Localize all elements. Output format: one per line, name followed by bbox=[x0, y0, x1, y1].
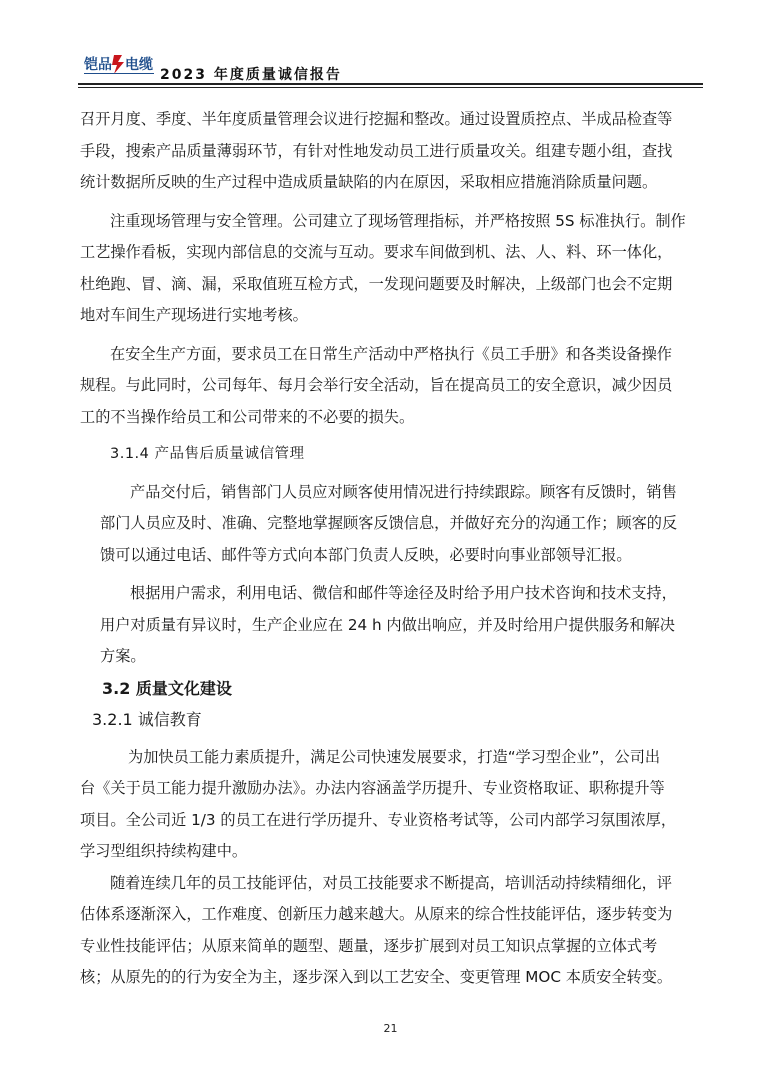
header-title: 2023 年度质量诚信报告 bbox=[160, 67, 342, 83]
section-heading-3-1-4: 3.1.4 产品售后质量诚信管理 bbox=[110, 446, 305, 462]
page-number: 21 bbox=[383, 1022, 398, 1035]
company-logo bbox=[84, 52, 164, 78]
text-line: 手段，搜索产品质量薄弱环节，有针对性地发动员工进行质量攻关。组建专题小组，查找 bbox=[80, 141, 673, 160]
text-line: 台《关于员工能力提升激励办法》。办法内容涵盖学历提升、专业资格取证、职称提升等 bbox=[80, 779, 665, 797]
paragraph-user-support bbox=[80, 578, 706, 673]
text-line: 注重现场管理与安全管理。公司建立了现场管理指标，并严格按照 5S 标准执行。制作 bbox=[110, 211, 686, 230]
paragraph-learning-organization bbox=[80, 742, 706, 868]
text-line: 地对车间生产现场进行实地考核。 bbox=[80, 306, 308, 324]
text-line: 核；从原先的的行为安全为主，逐步深入到以工艺安全、变更管理 MOC 本质安全转变。 bbox=[80, 968, 673, 986]
header-rule-thin bbox=[78, 87, 703, 88]
section-heading-3-2: 3.2 质量文化建设 bbox=[102, 678, 232, 698]
text-line: 工艺操作看板，实现内部信息的交流与互动。要求车间做到机、法、人、料、环一体化， bbox=[80, 243, 673, 261]
company-logo-graphic bbox=[84, 52, 164, 78]
svg-text:铠品: 铠品 bbox=[84, 57, 112, 73]
text-line: 项目。全公司近 1/3 的员工在进行学历提升、专业资格考试等，公司内部学习氛围浓厚， bbox=[80, 810, 677, 829]
text-line: 专业性技能评估；从原来简单的题型、题量，逐步扩展到对员工知识点掌握的立体式考 bbox=[80, 936, 658, 955]
text-line: 为加快员工能力素质提升，满足公司快速发展要求，打造“学习型企业”，公司出 bbox=[128, 747, 661, 766]
text-line: 产品交付后，销售部门人员应对顾客使用情况进行持续跟踪。顾客有反馈时，销售 bbox=[130, 482, 677, 501]
text-line: 馈可以通过电话、邮件等方式向本部门负责人反映，必要时向事业部领导汇报。 bbox=[100, 545, 632, 564]
text-line: 在安全生产方面，要求员工在日常生产活动中严格执行《员工手册》和各类设备操作 bbox=[110, 344, 672, 363]
paragraph-skill-assessment bbox=[80, 868, 706, 994]
text-line: 规程。与此同时，公司每年、每月会举行安全活动，旨在提高员工的安全意识，减少因员 bbox=[80, 376, 673, 394]
text-line: 杜绝跑、冒、滴、漏，采取值班互检方式，一发现问题要及时解决，上级部门也会不定期 bbox=[80, 274, 673, 293]
document-body bbox=[80, 104, 706, 994]
text-line: 用户对质量有异议时，生产企业应在 24 h 内做出响应，并及时给用户提供服务和解决 bbox=[100, 615, 675, 634]
text-line: 估体系逐渐深入，工作难度、创新压力越来越大。从原来的综合性技能评估，逐步转变为 bbox=[80, 905, 673, 923]
paragraph-site-management bbox=[80, 206, 706, 332]
text-line: 部门人员应及时、准确、完整地掌握顾客反馈信息，并做好充分的沟通工作；顾客的反 bbox=[100, 514, 678, 532]
section-heading-3-2-1: 3.2.1 诚信教育 bbox=[92, 710, 202, 729]
text-line: 统计数据所反映的生产过程中造成质量缺陷的内在原因，采取相应措施消除质量问题。 bbox=[80, 173, 658, 191]
paragraph-safety-production bbox=[80, 339, 706, 434]
text-line: 根据用户需求，利用电话、微信和邮件等途径及时给予用户技术咨询和技术支持， bbox=[130, 584, 677, 602]
paragraph-quality-meetings bbox=[80, 104, 706, 199]
page-header bbox=[78, 46, 703, 88]
header-rule-thick bbox=[78, 83, 703, 85]
text-line: 工的不当操作给员工和公司带来的不必要的损失。 bbox=[80, 407, 415, 426]
text-line: 召开月度、季度、半年度质量管理会议进行挖掘和整改。通过设置质控点、半成品检查等 bbox=[80, 110, 673, 128]
text-line: 学习型组织持续构建中。 bbox=[80, 842, 248, 860]
text-line: 方案。 bbox=[100, 647, 146, 665]
text-line: 随着连续几年的员工技能评估，对员工技能要求不断提高，培训活动持续精细化，评 bbox=[110, 873, 672, 892]
svg-text:电缆: 电缆 bbox=[125, 57, 153, 73]
paragraph-after-sales bbox=[80, 477, 706, 572]
